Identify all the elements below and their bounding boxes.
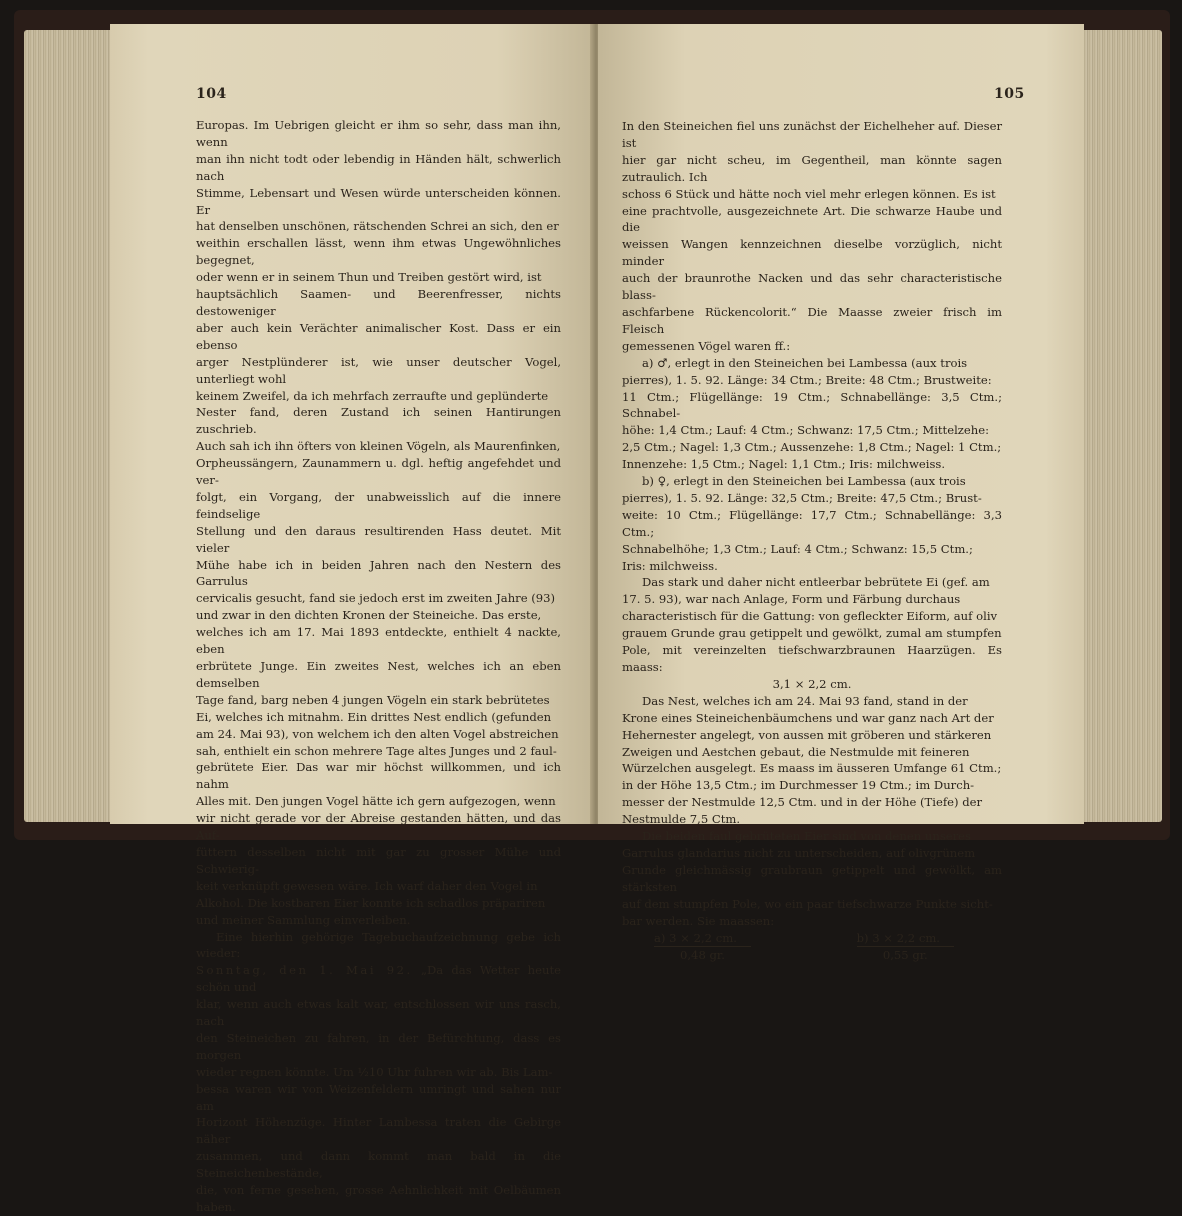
- text-line: aber auch kein Verächter animalischer Kost. Dass er ein ebenso: [196, 320, 561, 352]
- text-line: Schnabelhöhe; 1,3 Ctm.; Lauf: 4 Ctm.; Schwanz: 15,5 Ctm.;: [622, 541, 973, 556]
- text-line: bar werden. Sie maassen:: [622, 913, 775, 928]
- text-line: Hehernester angelegt, von aussen mit gröberen und stärkeren: [622, 727, 992, 742]
- text-line: und zwar in den dichten Kronen der Steineiche. Das erste,: [196, 608, 542, 623]
- text-line: cervicalis gesucht, fand sie jedoch erst im zweiten Jahre (93): [196, 591, 556, 606]
- page-number-left: 104: [196, 86, 227, 102]
- text-line: Europas. Im Uebrigen gleicht er ihm so sehr, dass man ihn, wenn: [196, 118, 561, 149]
- text-line: folgt, ein Vorgang, der unabweisslich auf die innere feindselige: [196, 489, 561, 521]
- text-line: grauem Grunde grau getippelt und gewölkt, zumal am stumpfen: [622, 626, 1002, 641]
- text-line: Iris: milchweiss.: [622, 558, 718, 573]
- page-edges-left: [24, 30, 116, 822]
- text-line: Horizont Höhenzüge. Hinter Lambessa traten die Gebirge näher: [196, 1115, 561, 1147]
- text-line: die, von ferne gesehen, grosse Aehnlichkeit mit Oelbäumen haben.: [196, 1183, 561, 1214]
- text-line: Ei, welches ich mitnahm. Ein drittes Nest endlich (gefunden: [196, 709, 552, 724]
- text-line: auf dem stumpfen Pole, wo ein paar tiefschwarze Punkte sicht-: [622, 896, 993, 911]
- text-line: Das Nest, welches ich am 24. Mai 93 fand, stand in der: [642, 693, 968, 708]
- text-line: welches ich am 17. Mai 1893 entdeckte, enthielt 4 nackte, eben: [196, 625, 561, 657]
- text-line: Pole, mit vereinzelten tiefschwarzbraunen Haarzügen. Es maass:: [622, 643, 1002, 674]
- text-line: „Da das Wetter heute schön und: [196, 963, 561, 995]
- egg-measurement: 3,1 × 2,2 cm.: [772, 676, 852, 691]
- text-line: arger Nestplünderer ist, wie unser deutscher Vogel, unterliegt wohl: [196, 354, 561, 386]
- text-line: hat denselben unschönen, rätschenden Schrei an sich, den er: [196, 219, 559, 234]
- text-line: 17. 5. 93), war nach Anlage, Form und Färbung durchaus: [622, 592, 961, 607]
- left-page: [110, 24, 594, 1214]
- diary-date: Sonntag, den 1. Mai 92.: [196, 963, 413, 978]
- right-page-text: [622, 118, 1002, 964]
- text-line: Garrulus glandarius nicht zu unterscheiden, auf olivgrünem: [622, 845, 976, 860]
- text-line: Nester fand, deren Zustand ich seinen Hantirungen zuschrieb.: [196, 405, 561, 437]
- text-line: a) ♂, erlegt in den Steineichen bei Lambessa (aux trois: [642, 355, 968, 370]
- text-line: pierres), 1. 5. 92. Länge: 34 Ctm.; Breite: 48 Ctm.; Brustweite:: [622, 372, 992, 387]
- text-line: Das stark und daher nicht entleerbar bebrütete Ei (gef. am: [642, 575, 990, 590]
- left-page-text: [196, 117, 561, 1216]
- text-line: höhe: 1,4 Ctm.; Lauf: 4 Ctm.; Schwanz: 17,5 Ctm.; Mittelzehe:: [622, 423, 989, 438]
- text-line: messer der Nestmulde 12,5 Ctm. und in der Höhe (Tiefe) der: [622, 795, 983, 810]
- text-line: zusammen, und dann kommt man bald in die Steineichenbestände,: [196, 1149, 561, 1181]
- text-line: Alles mit. Den jungen Vogel hätte ich gern aufgezogen, wenn: [196, 794, 556, 809]
- text-line: bessa waren wir von Weizenfeldern umringt und sahen nur am: [196, 1081, 561, 1113]
- text-line: keinem Zweifel, da ich mehrfach zerraufte und geplünderte: [196, 388, 549, 403]
- text-line: Zweigen und Aestchen gebaut, die Nestmulde mit feineren: [622, 744, 970, 759]
- measurement-b-weight: 0,55 gr.: [882, 948, 928, 963]
- text-line: man ihn nicht todt oder lebendig in Händen hält, schwerlich nach: [196, 151, 561, 183]
- text-line: hier gar nicht scheu, im Gegentheil, man könnte sagen zutraulich. Ich: [622, 152, 1002, 184]
- text-line: Stimme, Lebensart und Wesen würde unterscheiden können. Er: [196, 185, 561, 217]
- text-line: weissen Wangen kennzeichnen dieselbe vorzüglich, nicht minder: [622, 237, 1002, 269]
- text-line: am 24. Mai 93), von welchem ich den alten Vogel abstreichen: [196, 726, 559, 741]
- text-line: hauptsächlich Saamen- und Beerenfresser, nichts destoweniger: [196, 287, 561, 318]
- diary-intro: Eine hierhin gehörige Tagebuchaufzeichnung gebe ich wieder:: [196, 929, 561, 961]
- text-line: pierres), 1. 5. 92. Länge: 32,5 Ctm.; Breite: 47,5 Ctm.; Brust-: [622, 490, 982, 505]
- text-line: sah, enthielt ein schon mehrere Tage altes Junges und 2 faul-: [196, 743, 557, 758]
- text-line: gebrütete Eier. Das war mir höchst willkommen, und ich nahm: [196, 760, 561, 792]
- page-number-right: 105: [994, 86, 1025, 102]
- measurement-a-weight: 0,48 gr.: [680, 948, 725, 963]
- text-line: Würzelchen ausgelegt. Es maass im äusseren Umfange 61 Ctm.;: [622, 761, 1002, 776]
- measurement-a: [654, 930, 751, 965]
- measurement-a-size: a) 3 × 2,2 cm.: [654, 930, 751, 948]
- text-line: keit verknüpft gewesen wäre. Ich warf daher den Vogel in: [196, 878, 538, 893]
- text-line: wir nicht gerade vor der Abreise gestanden hätten, und das Auf-: [196, 811, 561, 843]
- text-line: auch der braunrothe Nacken und das sehr characteristische blass-: [622, 271, 1002, 303]
- text-line: b) ♀, erlegt in den Steineichen bei Lambessa (aux trois: [642, 474, 966, 489]
- text-line: In den Steineichen fiel uns zunächst der Eichelheher auf. Dieser ist: [622, 119, 1002, 150]
- text-line: wieder regnen könnte. Um ½10 Uhr fuhren wir ab. Bis Lam-: [196, 1064, 553, 1079]
- text-line: Orpheussängern, Zaunammern u. dgl. heftig angefehdet und ver-: [196, 456, 561, 488]
- text-line: Alkohol. Die kostbaren Eier konnte ich schadlos präpariren: [196, 895, 546, 910]
- text-line: Mühe habe ich in beiden Jahren nach den Nestern des Garrulus: [196, 557, 561, 589]
- measurement-b-size: b) 3 × 2,2 cm.: [857, 930, 954, 948]
- text-line: 2,5 Ctm.; Nagel: 1,3 Ctm.; Aussenzehe: 1,8 Ctm.; Nagel: 1 Ctm.;: [622, 440, 1002, 455]
- text-line: weite: 10 Ctm.; Flügellänge: 17,7 Ctm.; Schnabellänge: 3,3 Ctm.;: [622, 507, 1002, 539]
- text-line: den Steineichen zu fahren, in der Befürchtung, dass es morgen: [196, 1030, 561, 1062]
- text-line: in der Höhe 13,5 Ctm.; im Durchmesser 19 Ctm.; im Durch-: [622, 778, 975, 793]
- text-line: Nestmulde 7,5 Ctm.: [622, 812, 741, 827]
- diary-entry: [196, 962, 561, 1216]
- text-line: füttern desselben nicht mit gar zu grosser Mühe und Schwierig-: [196, 844, 561, 876]
- text-line: characteristisch für die Gattung: von gefleckter Eiform, auf oliv: [622, 609, 998, 624]
- paragraph-nest: [622, 693, 1002, 828]
- page-edges-right: [1078, 30, 1162, 822]
- text-line: und meiner Sammlung einverleiben.: [196, 912, 411, 927]
- paragraph-egg: [622, 574, 1002, 675]
- text-line: aschfarbene Rückencolorit.“ Die Maasse zweier frisch im Fleisch: [622, 304, 1002, 336]
- text-line: erbrütete Junge. Ein zweites Nest, welches ich an eben demselben: [196, 659, 561, 690]
- text-line: oder wenn er in seinem Thun und Treiben gestört wird, ist: [196, 270, 542, 285]
- egg-measurements: [654, 930, 954, 965]
- paragraph-intro: [622, 118, 1002, 355]
- text-line: 11 Ctm.; Flügellänge: 19 Ctm.; Schnabellänge: 3,5 Ctm.; Schnabel-: [622, 389, 1002, 421]
- paragraph-eggs: [622, 828, 1002, 929]
- text-line: Krone eines Steineichenbäumchens und war ganz nach Art der: [622, 710, 994, 725]
- text-line: klar, wenn auch etwas kalt war, entschlossen wir uns rasch, nach: [196, 997, 561, 1029]
- text-line: Innenzehe: 1,5 Ctm.; Nagel: 1,1 Ctm.; Iris: milchweiss.: [622, 457, 946, 472]
- text-line: Auch sah ich ihn öfters von kleinen Vögeln, als Maurenfinken,: [196, 439, 561, 454]
- text-line: Stellung und den daraus resultirenden Hass deutet. Mit vieler: [196, 523, 561, 555]
- text-line: Grunde gleichmässig graubraun getippelt und gewölkt, am stärksten: [622, 862, 1002, 894]
- measurement-b: [857, 930, 954, 965]
- text-line: weithin erschallen lässt, wenn ihm etwas Ungewöhnliches begegnet,: [196, 236, 561, 268]
- text-line: gemessenen Vögel waren ff.:: [622, 338, 791, 353]
- paragraph-main: [196, 117, 561, 929]
- text-line: eine prachtvolle, ausgezeichnete Art. Die schwarze Haube und die: [622, 203, 1002, 235]
- text-line: Tage fand, barg neben 4 jungen Vögeln ein stark bebrütetes: [196, 692, 550, 707]
- paragraph-female-specimen: [622, 473, 1002, 574]
- text-line: Die beiden faul gebrüteten Eier sind von denen unseres: [642, 829, 971, 844]
- paragraph-male-specimen: [622, 355, 1002, 473]
- text-line: schoss 6 Stück und hätte noch viel mehr erlegen können. Es ist: [622, 186, 996, 201]
